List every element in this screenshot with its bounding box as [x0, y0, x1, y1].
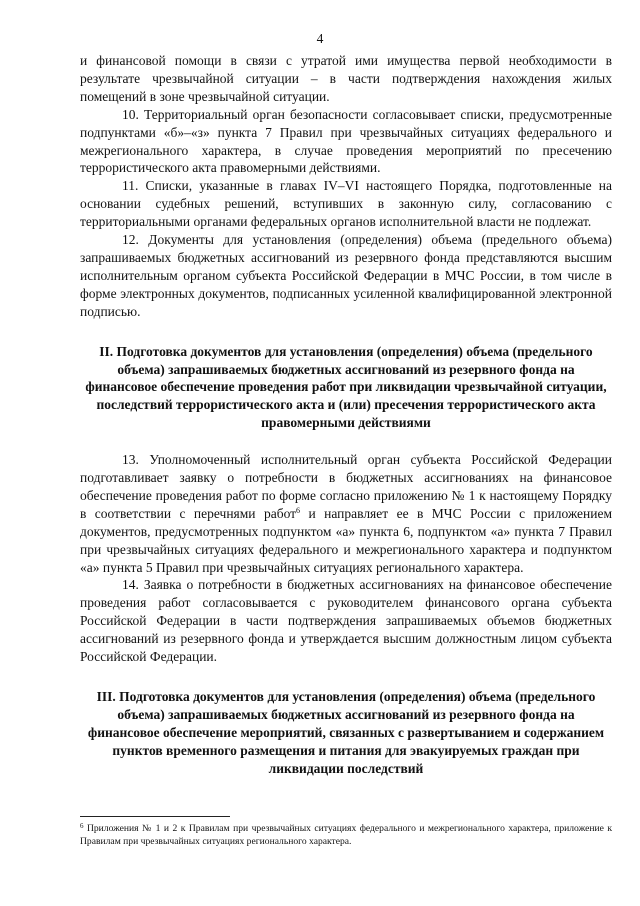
paragraph-10: 10. Территориальный орган безопасности согласовывает списки, предусмотренные подпунктами «б»–«з» пункта 7 Правил при чрезвычайных ситуациях федерального и межрегионального характера, в случае проведения мероприятий по пресечению террористического акта правомерными действиями. [80, 106, 612, 176]
paragraph-13-text-b: и направляет ее в МЧС России с приложением документов, предусмотренных подпунктом «а» пункта 6, подпунктом «а» пункта 7 Правил при чрезвычайных ситуациях федерального и межрегионального характера и подпунктом «а» пункта 5 Правил при чрезвычайных ситуациях регионального характера. [80, 505, 613, 575]
paragraph-11: 11. Списки, указанные в главах IV–VI настоящего Порядка, подготовленные на основании судебных решений, вступивших в законную силу, согласованию с территориальными органами федеральных органов исполнительной власти не подлежат. [80, 178, 612, 230]
paragraph-14: 14. Заявка о потребности в бюджетных ассигнованиях на финансовое обеспечение проведения работ согласовывается с руководителем финансового органа субъекта Российской Федерации в части подтверждения запрашиваемых объемов бюджетных ассигнований из резервного фонда и утверждается высшим должностным лицом субъекта Российской Федерации. [80, 577, 612, 665]
paragraph-continuation: и финансовой помощи в связи с утратой ими имущества первой необходимости в результате чрезвычайной ситуации – в части подтверждения нахождения жилых помещений в зоне чрезвычайной ситуации. [80, 53, 612, 104]
paragraph-13 [80, 451, 612, 576]
document-body [80, 52, 612, 778]
section-3-heading: III. Подготовка документов для установления (определения) объема (предельного объема) запрашиваемых бюджетных ассигнований из резервного фонда на финансовое обеспечение мероприятий, связанных с развертыванием и содержанием пунктов временного размещения и питания для эвакуируемых граждан при ликвидации последствий [87, 689, 605, 776]
footnote-reference: 6 [296, 505, 301, 515]
paragraph-13-text-a: 13. Уполномоченный исполнительный орган субъекта Российской Федерации подготавливает заявку о потребности в бюджетных ассигнованиях на финансовое обеспечение проведения работ по форме согласно приложению № 1 к настоящему Порядку в соответствии с перечнями работ [80, 452, 612, 521]
footnote-text: Приложения № 1 и 2 к Правилам при чрезвычайных ситуациях федерального и межрегионального характера, приложение к Правилам при чрезвычайных ситуациях регионального характера. [80, 823, 612, 847]
section-2-heading: II. Подготовка документов для установления (определения) объема (предельного объема) запрашиваемых бюджетных ассигнований из резервного фонда на финансовое обеспечение проведения работ при ликвидации чрезвычайной ситуации, последствий террористического акта и (или) пресечения террористического акта правомерными действиями [85, 343, 607, 431]
footnote-divider [80, 816, 230, 817]
paragraph-12: 12. Документы для установления (определения) объема (предельного объема) запрашиваемых бюджетных ассигнований из резервного фонда представляются высшим исполнительным органом субъекта Российской Федерации в МЧС России, в том числе в форме электронных документов, подписанных усиленной квалифицированной электронной подписью. [80, 232, 612, 319]
page-number: 4 [316, 31, 324, 46]
footnote [80, 822, 612, 848]
footnote-mark: 6 [80, 822, 84, 830]
